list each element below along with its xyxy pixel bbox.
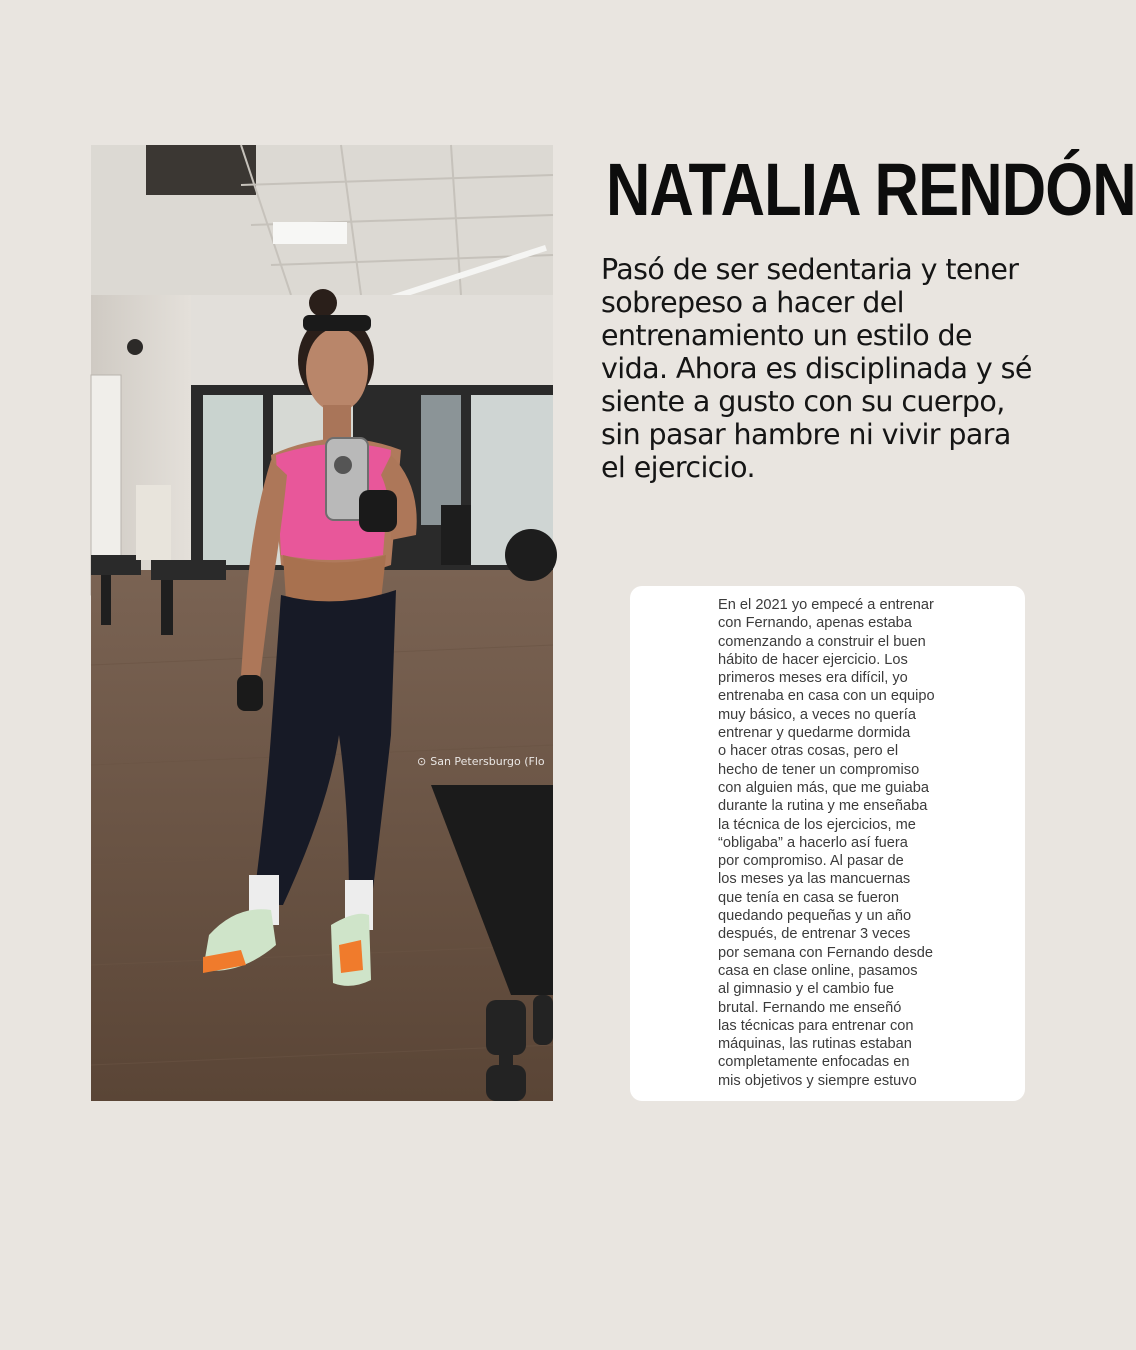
transformation-summary — [601, 253, 1061, 484]
testimonial-line: las técnicas para entrenar con — [718, 1017, 914, 1034]
testimonial-line: durante la rutina y me enseñaba — [718, 798, 928, 815]
testimonial-line: los meses ya las mancuernas — [718, 871, 911, 888]
client-name-heading: NATALIA RENDÓN — [606, 148, 1136, 231]
testimonial-line: por semana con Fernando desde — [718, 944, 933, 961]
summary-line: vida. Ahora es disciplinada y sé — [601, 352, 1032, 385]
testimonial-screenshot-card — [630, 586, 1025, 1101]
testimonial-line: En el 2021 yo empecé a entrenar — [718, 597, 934, 613]
testimonial-line: completamente enfocadas en — [718, 1054, 910, 1071]
testimonial-text — [718, 596, 1018, 1090]
photo-location-tag — [417, 755, 545, 768]
location-tag-label: San Petersburgo (Flo — [430, 755, 545, 768]
testimonial-line: por compromiso. Al pasar de — [718, 853, 904, 870]
summary-line: sin pasar hambre ni vivir para — [601, 418, 1011, 451]
gym-selfie-photo — [91, 145, 553, 1101]
testimonial-line: con alguien más, que me guiaba — [718, 779, 929, 796]
testimonial-line: muy básico, a veces no quería — [718, 706, 916, 723]
testimonial-line: brutal. Fernando me enseñó — [718, 999, 902, 1016]
testimonial-line: primeros meses era difícil, yo — [718, 670, 908, 687]
testimonial-line: al gimnasio y el cambio fue — [718, 981, 895, 998]
summary-line: entrenamiento un estilo de — [601, 319, 972, 352]
testimonial-line: entrenaba en casa con un equipo — [718, 688, 935, 705]
testimonial-line: máquinas, las rutinas estaban — [718, 1036, 912, 1053]
testimonial-line: mis objetivos y siempre estuvo — [718, 1072, 917, 1089]
location-pin-icon: ⊙ — [417, 755, 427, 768]
testimonial-line: después, de entrenar 3 veces — [718, 926, 911, 943]
gym-selfie-illustration — [91, 145, 553, 1101]
testimonial-line: casa en clase online, pasamos — [718, 962, 918, 979]
testimonial-line: hábito de hacer ejercicio. Los — [718, 651, 908, 668]
summary-line: siente a gusto con su cuerpo, — [601, 385, 1005, 418]
summary-line: Pasó de ser sedentaria y tener — [601, 253, 1019, 286]
testimonial-line: que tenía en casa se fueron — [718, 889, 899, 906]
testimonial-line: comenzando a construir el buen — [718, 633, 926, 650]
testimonial-line: “obligaba” a hacerlo así fuera — [718, 834, 908, 851]
testimonial-line: o hacer otras cosas, pero el — [718, 743, 899, 760]
testimonial-line: la técnica de los ejercicios, me — [718, 816, 916, 833]
summary-line: el ejercicio. — [601, 451, 755, 484]
summary-line: sobrepeso a hacer del — [601, 286, 904, 319]
testimonial-line: entrenar y quedarme dormida — [718, 725, 911, 742]
testimonial-line: hecho de tener un compromiso — [718, 761, 920, 778]
testimonial-line: con Fernando, apenas estaba — [718, 615, 912, 632]
testimonial-line: quedando pequeñas y un año — [718, 908, 912, 925]
